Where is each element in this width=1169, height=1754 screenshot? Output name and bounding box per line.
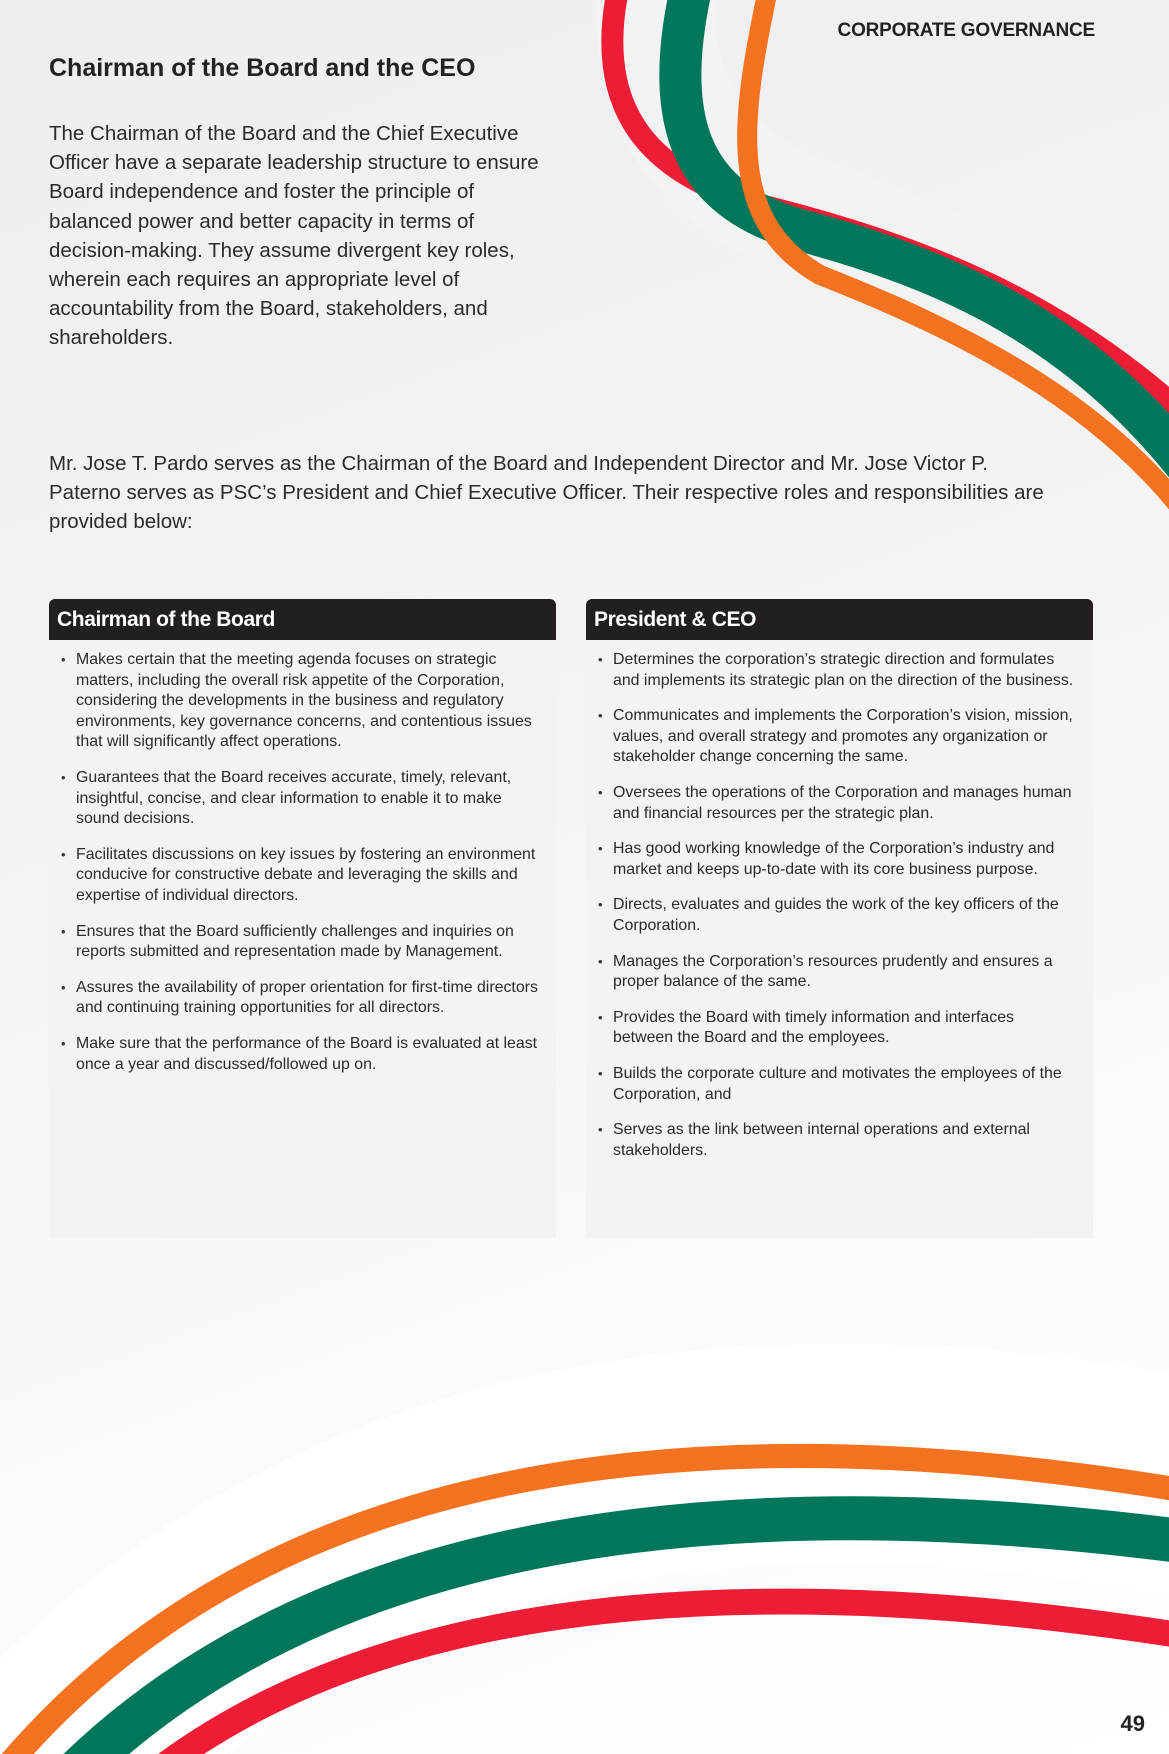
page-number: 49	[1120, 1711, 1145, 1736]
top-ribbon-graphic	[612, 0, 1169, 520]
page-title: Chairman of the Board and the CEO	[49, 54, 476, 82]
list-item: • Assures the availability of proper orientation for first-time directors and continuing training opportunities for all directors.	[61, 978, 538, 1019]
list-item: • Serves as the link between internal operations and external stakeholders.	[598, 1120, 1075, 1161]
ceo-responsibilities-list	[586, 640, 1093, 1161]
list-item: • Communicates and implements the Corporation’s vision, mission, values, and overall strategy and promotes any organization or stakeholder change concerning the same.	[598, 706, 1075, 768]
list-item: • Makes certain that the meeting agenda focuses on strategic matters, including the overall risk appetite of the Corporation, considering the developments in the business and regulatory environments, key governance concerns, and contentious issues that will significantly affect operations.	[61, 650, 538, 753]
list-item: • Make sure that the performance of the Board is evaluated at least once a year and discussed/followed up on.	[61, 1034, 538, 1075]
list-item: • Guarantees that the Board receives accurate, timely, relevant, insightful, concise, and clear information to enable it to make sound decisions.	[61, 768, 538, 830]
chairman-panel	[49, 599, 556, 1238]
chairman-panel-heading: Chairman of the Board	[49, 599, 556, 640]
list-item: • Ensures that the Board sufficiently challenges and inquiries on reports submitted and representation made by Management.	[61, 922, 538, 963]
list-item: • Builds the corporate culture and motivates the employees of the Corporation, and	[598, 1064, 1075, 1105]
list-item: • Has good working knowledge of the Corporation’s industry and market and keeps up-to-date with its core business purpose.	[598, 839, 1075, 880]
chairman-responsibilities-list	[49, 640, 556, 1075]
ceo-panel-heading: President & CEO	[586, 599, 1093, 640]
list-item: • Oversees the operations of the Corporation and manages human and financial resources per the strategic plan.	[598, 783, 1075, 824]
list-item: • Facilitates discussions on key issues by fostering an environment conducive for constructive debate and leveraging the skills and expertise of individual directors.	[61, 845, 538, 907]
list-item: • Determines the corporation’s strategic direction and formulates and implements its strategic plan on the direction of the business.	[598, 650, 1075, 691]
ceo-panel	[586, 599, 1093, 1238]
roles-paragraph: Mr. Jose T. Pardo serves as the Chairman of the Board and Independent Director and Mr. Jose Victor P. Paterno serves as PSC’s President and Chief Executive Officer. Their respective roles and responsibilities are provided below:	[49, 452, 1044, 534]
intro-paragraph: The Chairman of the Board and the Chief Executive Officer have a separate leadership structure to ensure Board independence and foster the principle of balanced power and better capacity in terms of decision-making. They assume divergent key roles, wherein each requires an appropriate level of accountability from the Board, stakeholders, and shareholders.	[49, 122, 539, 350]
section-label: CORPORATE GOVERNANCE	[837, 20, 1095, 41]
list-item: • Provides the Board with timely information and interfaces between the Board and the employees.	[598, 1008, 1075, 1049]
list-item: • Directs, evaluates and guides the work of the key officers of the Corporation.	[598, 895, 1075, 936]
list-item: • Manages the Corporation’s resources prudently and ensures a proper balance of the same.	[598, 952, 1075, 993]
bottom-arcs-graphic	[0, 1454, 1169, 1754]
